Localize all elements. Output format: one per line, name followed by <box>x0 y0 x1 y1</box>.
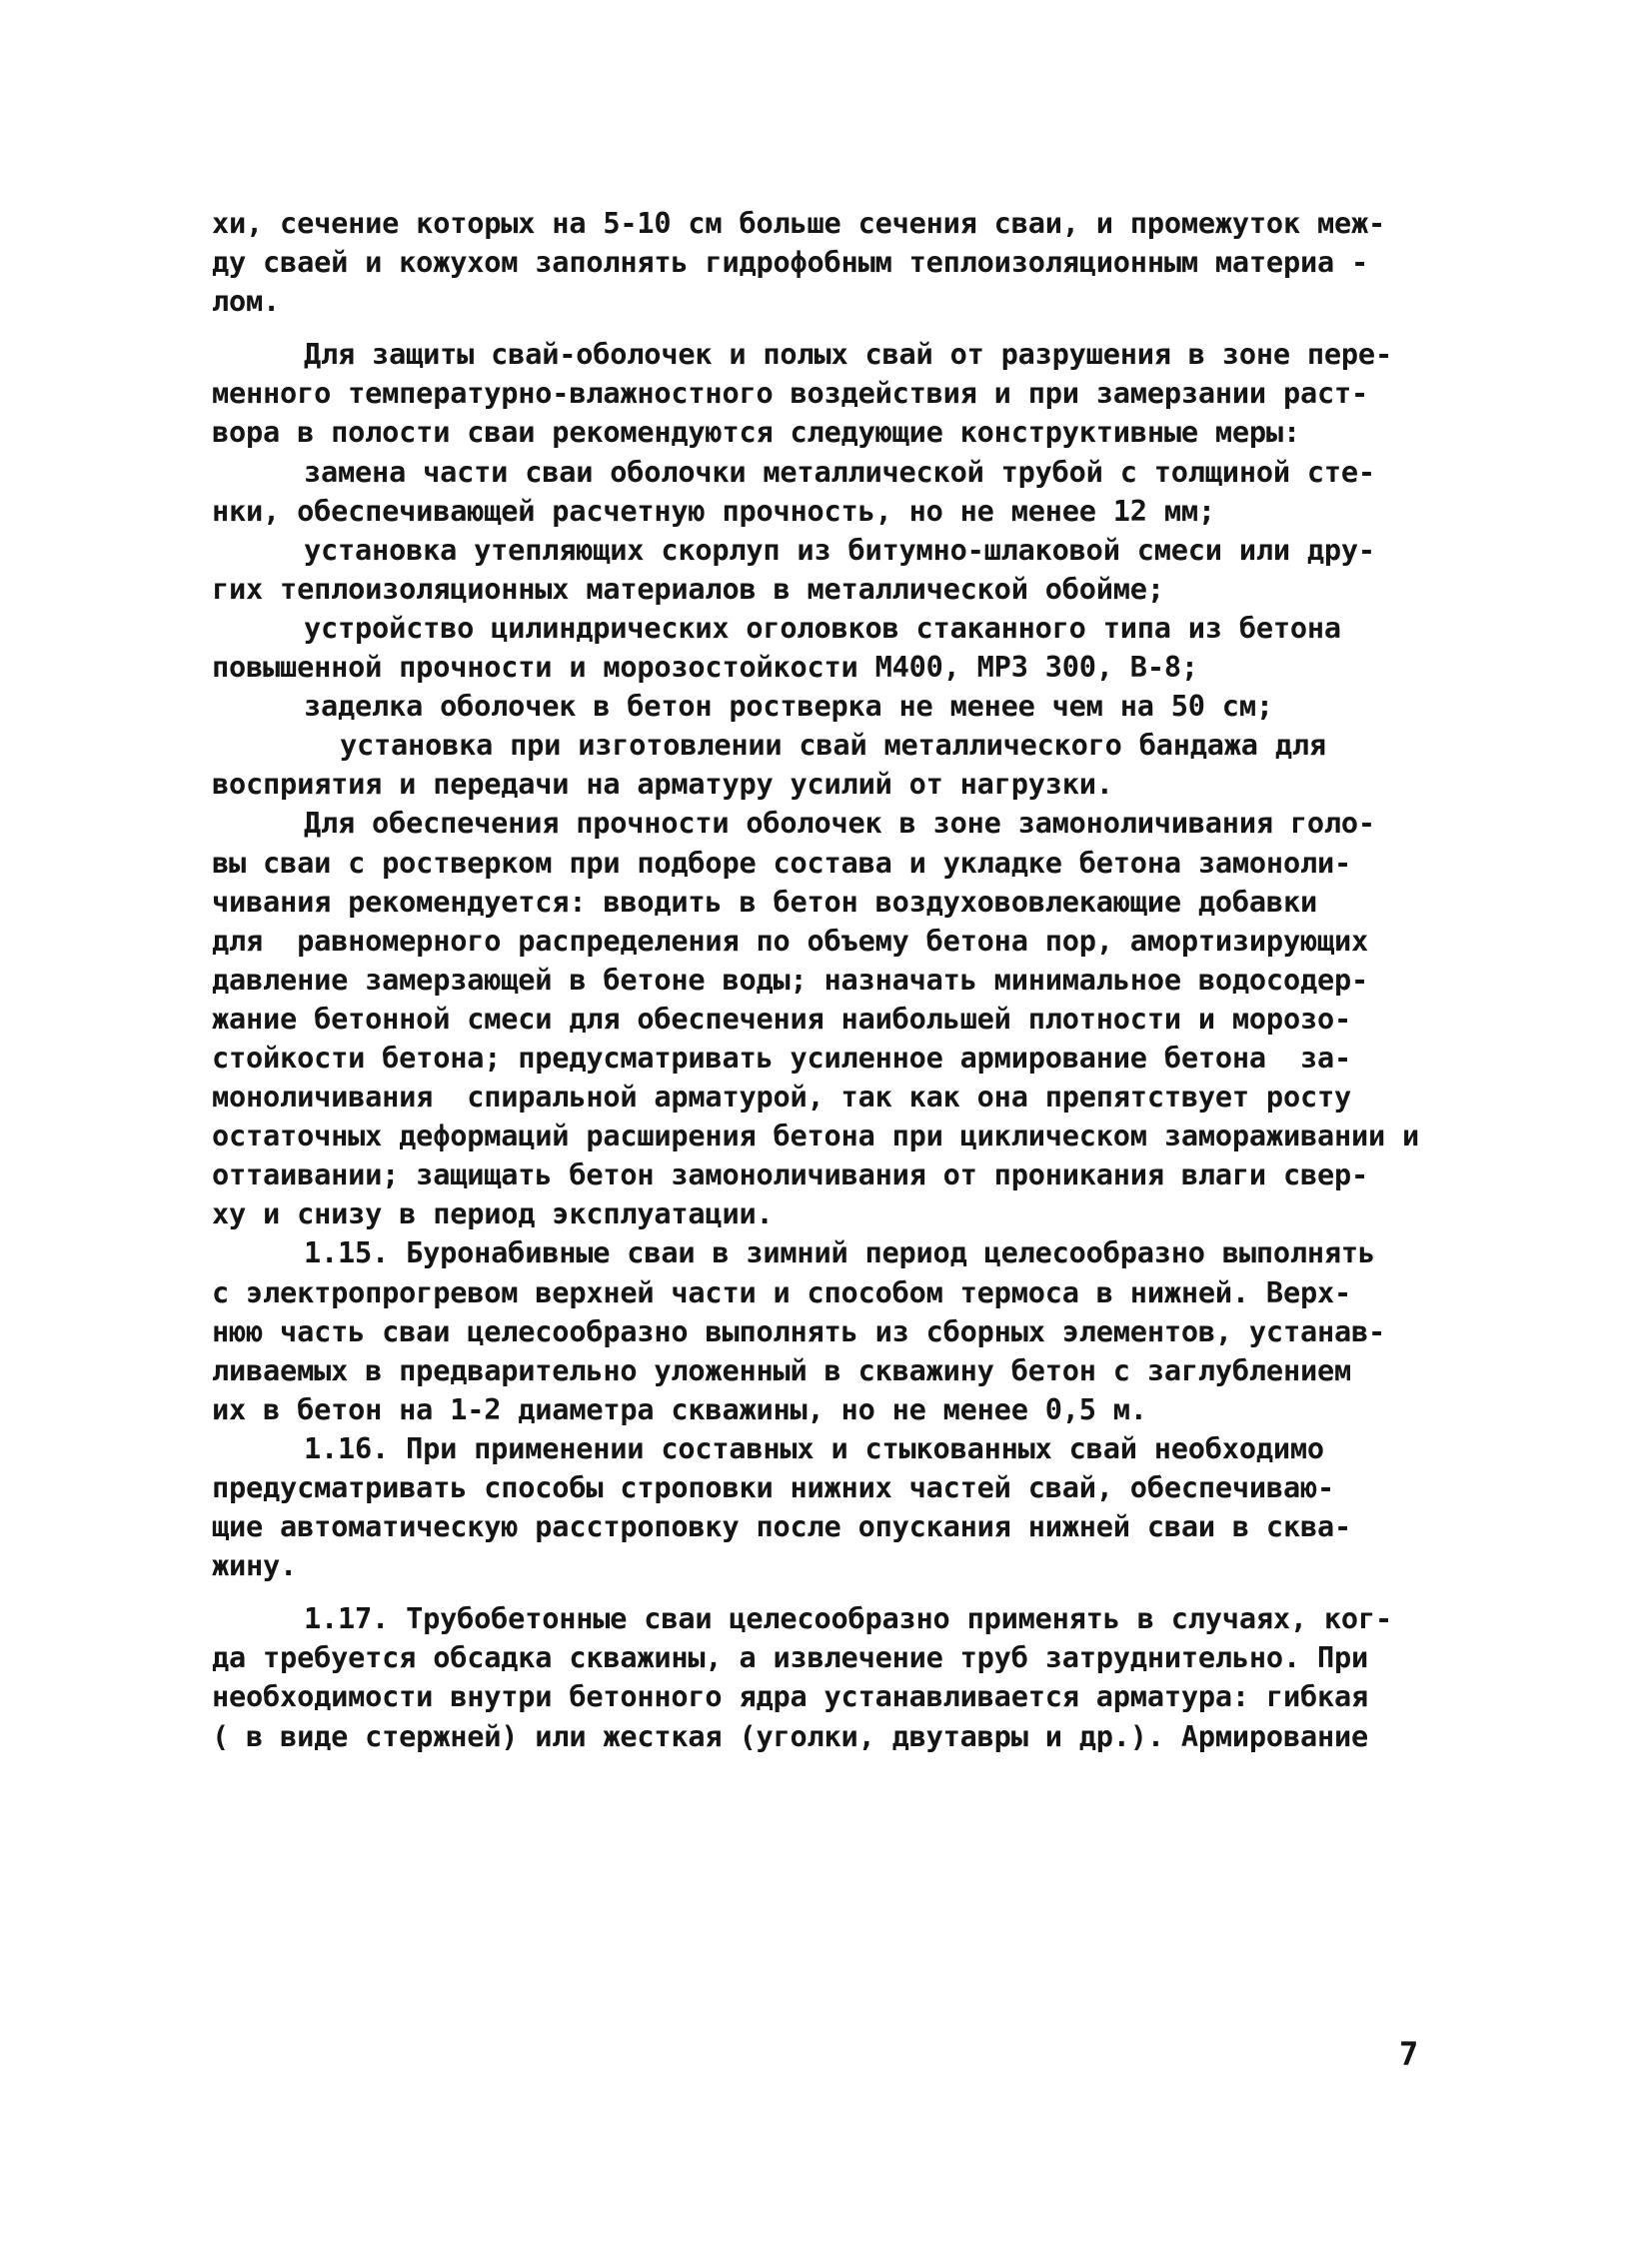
text-line: гих теплоизоляционных материалов в металлической обойме; <box>212 571 1164 606</box>
text-line: их в бетон на 1-2 диаметра скважины, но не менее 0,5 м. <box>212 1391 1147 1426</box>
text-line: повышенной прочности и морозостойкости М400, МРЗ 300, В-8; <box>212 650 1198 685</box>
text-line: с электропрогревом верхней части и способом термоса в нижней. Верх- <box>212 1274 1351 1309</box>
text-line: замена части сваи оболочки металлической трубой с толщиной сте- <box>304 454 1375 489</box>
text-line: 1.17. Трубобетонные сваи целесообразно применять в случаях, ког- <box>304 1601 1392 1636</box>
text-line: Для обеспечения прочности оболочек в зоне замоноличивания голо- <box>304 806 1375 841</box>
text-line: нюю часть сваи целесообразно выполнять из сборных элементов, устанав- <box>212 1313 1386 1348</box>
text-line: щие автоматическую расстроповку после опускания нижней сваи в сква- <box>212 1509 1351 1544</box>
text-line: хи, сечение которых на 5-10 см больше сечения сваи, и промежуток меж- <box>212 206 1386 240</box>
text-line: ху и снизу в период эксплуатации. <box>212 1196 774 1231</box>
text-line: менного температурно-влажностного воздействия и при замерзании раст- <box>212 376 1369 411</box>
text-line: заделка оболочек в бетон ростверка не менее чем на 50 см; <box>304 689 1273 724</box>
text-line: предусматривать способы строповки нижних частей свай, обеспечиваю- <box>212 1470 1334 1504</box>
text-line: ду сваей и кожухом заполнять гидрофобным теплоизоляционным материа - <box>212 245 1369 280</box>
text-line: жание бетонной смеси для обеспечения наибольшей плотности и морозо- <box>212 1001 1351 1036</box>
text-line: Для защиты свай-оболочек и полых свай от разрушения в зоне пере- <box>304 337 1392 372</box>
page-number: 7 <box>1399 2035 1419 2073</box>
text-line: лом. <box>212 284 281 319</box>
text-line: вы сваи с ростверком при подборе состава и укладке бетона замоноли- <box>212 845 1351 880</box>
text-line: вора в полости сваи рекомендуются следующие конструктивные меры: <box>212 415 1300 450</box>
text-line: жину. <box>212 1548 298 1583</box>
text-line: ( в виде стержней) или жесткая (уголки, двутавры и др.). Армирование <box>212 1718 1369 1753</box>
text-line: 1.16. При применении составных и стыкованных свай необходимо <box>304 1430 1324 1465</box>
text-line: восприятия и передачи на арматуру усилий от нагрузки. <box>212 767 1113 802</box>
text-line: для равномерного распределения по объему бетона пор, амортизирующих <box>212 923 1369 958</box>
text-line: давление замерзающей в бетоне воды; назначать минимальное водосодер- <box>212 962 1369 997</box>
text-line: ливаемых в предварительно уложенный в скважину бетон с заглублением <box>212 1352 1351 1387</box>
text-line: чивания рекомендуется: вводить в бетон воздухововлекающие добавки <box>212 884 1317 919</box>
text-line: установка утепляющих скорлуп из битумно-шлаковой смеси или дру- <box>304 532 1375 567</box>
body-text <box>212 204 1471 1756</box>
text-line: моноличивания спиральной арматурой, так как она препятствует росту <box>212 1080 1351 1115</box>
text-line: да требуется обсадка скважины, а извлечение труб затруднительно. При <box>212 1640 1369 1675</box>
text-line: нки, обеспечивающей расчетную прочность, но не менее 12 мм; <box>212 493 1215 528</box>
text-line: необходимости внутри бетонного ядра устанавливается арматура: гибкая <box>212 1679 1369 1714</box>
text-line: оттаивании; защищать бетон замоноличивания от проникания влаги свер- <box>212 1157 1369 1192</box>
text-line: устройство цилиндрических оголовков стаканного типа из бетона <box>304 610 1341 645</box>
text-line: остаточных деформаций расширения бетона при циклическом замораживании и <box>212 1119 1420 1153</box>
text-line: установка при изготовлении свай металлического бандажа для <box>340 728 1326 763</box>
text-line: стойкости бетона; предусматривать усиленное армирование бетона за- <box>212 1040 1351 1075</box>
text-line: 1.15. Буронабивные сваи в зимний период целесообразно выполнять <box>304 1235 1375 1270</box>
